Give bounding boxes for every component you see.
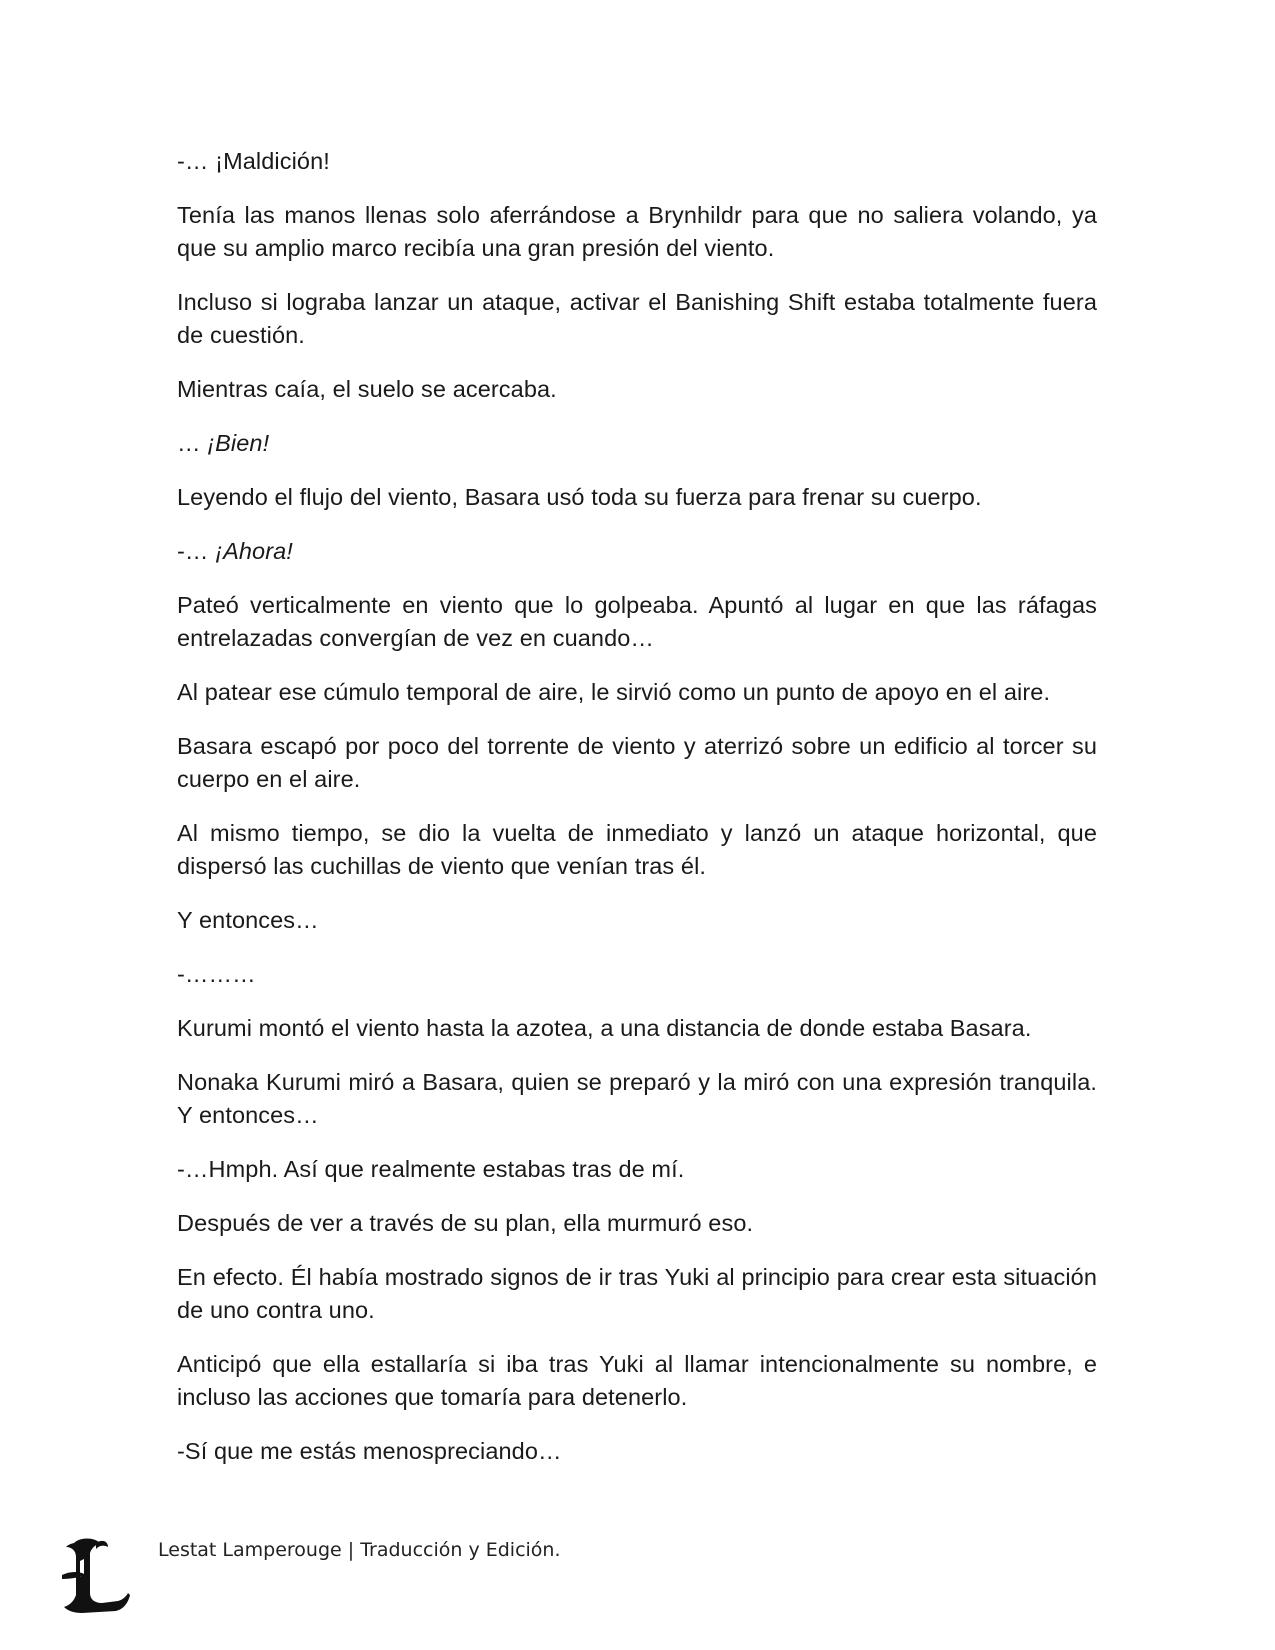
body-text	[177, 145, 1097, 1489]
paragraph-14: Kurumi montó el viento hasta la azotea, a una distancia de donde estaba Basara.	[177, 1015, 1032, 1041]
paragraph-1: -… ¡Maldición!	[177, 148, 330, 174]
paragraph-10: Basara escapó por poco del torrente de viento y aterrizó sobre un edificio al torcer su cuerpo en el aire.	[177, 733, 1097, 792]
paragraph-4: Mientras caía, el suelo se acercaba.	[177, 376, 557, 402]
paragraph-15: Nonaka Kurumi miró a Basara, quien se preparó y la miró con una expresión tranquila. Y entonces…	[177, 1069, 1097, 1128]
paragraph-5-prefix: …	[177, 430, 208, 456]
paragraph-7	[177, 535, 1097, 568]
paragraph-6: Leyendo el flujo del viento, Basara usó toda su fuerza para frenar su cuerpo.	[177, 484, 982, 510]
paragraph-16: -…Hmph. Así que realmente estabas tras de mí.	[177, 1156, 685, 1182]
paragraph-5-italic: ¡Bien!	[207, 430, 270, 456]
paragraph-2: Tenía las manos llenas solo aferrándose a Brynhildr para que no saliera volando, ya que su amplio marco recibía una gran presión del viento.	[177, 202, 1097, 261]
paragraph-13: -………	[177, 961, 256, 987]
footer-credit: Lestat Lamperouge | Traducción y Edición.	[158, 1539, 561, 1561]
paragraph-3: Incluso si lograba lanzar un ataque, activar el Banishing Shift estaba totalmente fuera de cuestión.	[177, 289, 1097, 348]
paragraph-12: Y entonces…	[177, 907, 319, 933]
page-footer	[60, 1535, 760, 1615]
paragraph-17: Después de ver a través de su plan, ella murmuró eso.	[177, 1210, 754, 1236]
paragraph-7-italic: ¡Ahora!	[215, 538, 293, 564]
paragraph-5	[177, 427, 1097, 460]
paragraph-19: Anticipó que ella estallaría si iba tras Yuki al llamar intencionalmente su nombre, e incluso las acciones que tomaría para detenerlo.	[177, 1351, 1097, 1410]
paragraph-11: Al mismo tiempo, se dio la vuelta de inmediato y lanzó un ataque horizontal, que dispersó las cuchillas de viento que venían tras él.	[177, 820, 1097, 879]
paragraph-9: Al patear ese cúmulo temporal de aire, le sirvió como un punto de apoyo en el aire.	[177, 679, 1051, 705]
paragraph-7-prefix: -…	[177, 538, 216, 564]
paragraph-20: -Sí que me estás menospreciando…	[177, 1438, 562, 1464]
gothic-letter-l-logo-icon	[60, 1535, 132, 1615]
paragraph-8: Pateó verticalmente en viento que lo golpeaba. Apuntó al lugar en que las ráfagas entrelazadas convergían de vez en cuando…	[177, 592, 1097, 651]
paragraph-18: En efecto. Él había mostrado signos de ir tras Yuki al principio para crear esta situación de uno contra uno.	[177, 1264, 1097, 1323]
